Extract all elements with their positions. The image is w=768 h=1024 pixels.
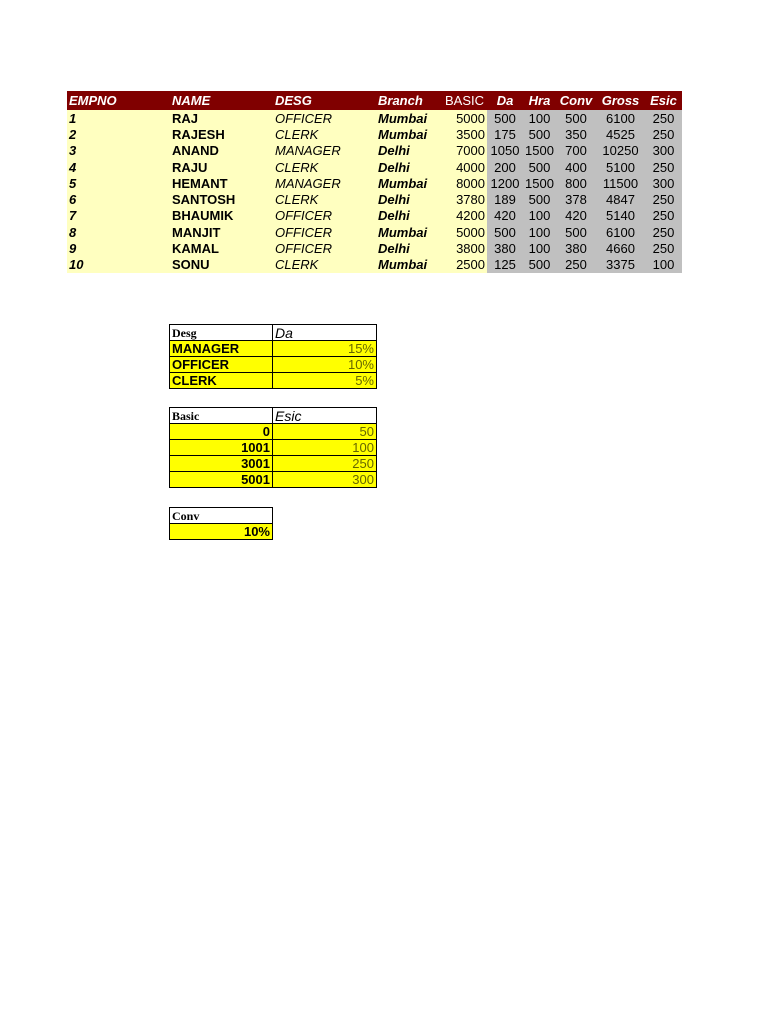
da-lookup-table xyxy=(169,324,377,389)
da-cell[interactable]: 420 xyxy=(487,208,523,224)
desg-cell[interactable]: CLERK xyxy=(273,159,376,175)
da-lookup-rate-cell[interactable]: 10% xyxy=(273,357,377,373)
branch-cell[interactable]: Delhi xyxy=(376,240,442,256)
employee-row xyxy=(67,257,682,273)
empno-cell[interactable]: 3 xyxy=(67,143,170,159)
da-lookup-row xyxy=(170,341,377,357)
basic-cell[interactable]: 8000 xyxy=(442,175,487,191)
da-cell[interactable]: 500 xyxy=(487,224,523,240)
hra-cell[interactable]: 1500 xyxy=(523,143,556,159)
employee-row xyxy=(67,126,682,142)
empno-cell[interactable]: 2 xyxy=(67,126,170,142)
esic-lookup-header-basic[interactable]: Basic xyxy=(170,408,273,424)
desg-cell[interactable]: OFFICER xyxy=(273,208,376,224)
name-cell[interactable]: HEMANT xyxy=(170,175,273,191)
desg-cell[interactable]: OFFICER xyxy=(273,110,376,126)
da-cell[interactable]: 189 xyxy=(487,191,523,207)
empno-cell[interactable]: 7 xyxy=(67,208,170,224)
desg-cell[interactable]: CLERK xyxy=(273,191,376,207)
name-cell[interactable]: RAJ xyxy=(170,110,273,126)
conv-cell[interactable]: 500 xyxy=(556,224,596,240)
esic-cell[interactable]: 300 xyxy=(645,143,682,159)
esic-lookup-basic-cell[interactable]: 5001 xyxy=(170,472,273,488)
hra-cell[interactable]: 100 xyxy=(523,110,556,126)
desg-cell[interactable]: OFFICER xyxy=(273,240,376,256)
da-lookup-desg-cell[interactable]: CLERK xyxy=(170,373,273,389)
gross-cell[interactable]: 3375 xyxy=(596,257,645,273)
conv-lookup-header[interactable]: Conv xyxy=(170,508,273,524)
branch-cell[interactable]: Delhi xyxy=(376,191,442,207)
header-branch[interactable]: Branch xyxy=(376,91,442,110)
basic-cell[interactable]: 3800 xyxy=(442,240,487,256)
da-lookup-row xyxy=(170,373,377,389)
header-da[interactable]: Da xyxy=(487,91,523,110)
employee-row xyxy=(67,208,682,224)
empno-cell[interactable]: 9 xyxy=(67,240,170,256)
hra-cell[interactable]: 100 xyxy=(523,224,556,240)
name-cell[interactable]: BHAUMIK xyxy=(170,208,273,224)
name-cell[interactable]: MANJIT xyxy=(170,224,273,240)
name-cell[interactable]: SONU xyxy=(170,257,273,273)
hra-cell[interactable]: 1500 xyxy=(523,175,556,191)
employee-table xyxy=(67,91,682,273)
esic-cell[interactable]: 250 xyxy=(645,159,682,175)
da-cell[interactable]: 175 xyxy=(487,126,523,142)
empno-cell[interactable]: 5 xyxy=(67,175,170,191)
esic-cell[interactable]: 250 xyxy=(645,224,682,240)
esic-lookup-table xyxy=(169,407,377,488)
da-cell[interactable]: 1050 xyxy=(487,143,523,159)
empno-cell[interactable]: 10 xyxy=(67,257,170,273)
conv-lookup-rate-cell[interactable]: 10% xyxy=(170,524,273,540)
esic-lookup-row xyxy=(170,472,377,488)
conv-cell[interactable]: 700 xyxy=(556,143,596,159)
employee-row xyxy=(67,240,682,256)
branch-cell[interactable]: Mumbai xyxy=(376,110,442,126)
employee-row xyxy=(67,143,682,159)
employee-row xyxy=(67,175,682,191)
esic-lookup-basic-cell[interactable]: 3001 xyxy=(170,456,273,472)
da-lookup-header-desg[interactable]: Desg xyxy=(170,325,273,341)
gross-cell[interactable]: 4660 xyxy=(596,240,645,256)
employee-table-body xyxy=(67,110,682,273)
employee-header-row xyxy=(67,91,682,110)
basic-cell[interactable]: 4000 xyxy=(442,159,487,175)
header-empno[interactable]: EMPNO xyxy=(67,91,170,110)
esic-lookup-amount-cell[interactable]: 250 xyxy=(273,456,377,472)
esic-cell[interactable]: 250 xyxy=(645,240,682,256)
conv-cell[interactable]: 800 xyxy=(556,175,596,191)
header-conv[interactable]: Conv xyxy=(556,91,596,110)
esic-lookup-amount-cell[interactable]: 100 xyxy=(273,440,377,456)
basic-cell[interactable]: 2500 xyxy=(442,257,487,273)
name-cell[interactable]: ANAND xyxy=(170,143,273,159)
esic-lookup-amount-cell[interactable]: 50 xyxy=(273,424,377,440)
name-cell[interactable]: RAJESH xyxy=(170,126,273,142)
basic-cell[interactable]: 7000 xyxy=(442,143,487,159)
hra-cell[interactable]: 500 xyxy=(523,159,556,175)
esic-cell[interactable]: 300 xyxy=(645,175,682,191)
gross-cell[interactable]: 6100 xyxy=(596,110,645,126)
basic-cell[interactable]: 3780 xyxy=(442,191,487,207)
esic-lookup-amount-cell[interactable]: 300 xyxy=(273,472,377,488)
hra-cell[interactable]: 100 xyxy=(523,240,556,256)
da-cell[interactable]: 1200 xyxy=(487,175,523,191)
esic-lookup-basic-cell[interactable]: 1001 xyxy=(170,440,273,456)
gross-cell[interactable]: 4847 xyxy=(596,191,645,207)
conv-cell[interactable]: 400 xyxy=(556,159,596,175)
empno-cell[interactable]: 4 xyxy=(67,159,170,175)
branch-cell[interactable]: Mumbai xyxy=(376,126,442,142)
basic-cell[interactable]: 4200 xyxy=(442,208,487,224)
conv-cell[interactable]: 250 xyxy=(556,257,596,273)
esic-cell[interactable]: 250 xyxy=(645,126,682,142)
header-name[interactable]: NAME xyxy=(170,91,273,110)
header-desg[interactable]: DESG xyxy=(273,91,376,110)
branch-cell[interactable]: Mumbai xyxy=(376,175,442,191)
basic-cell[interactable]: 5000 xyxy=(442,224,487,240)
name-cell[interactable]: RAJU xyxy=(170,159,273,175)
gross-cell[interactable]: 4525 xyxy=(596,126,645,142)
esic-cell[interactable]: 100 xyxy=(645,257,682,273)
gross-cell[interactable]: 11500 xyxy=(596,175,645,191)
desg-cell[interactable]: MANAGER xyxy=(273,143,376,159)
conv-lookup-row xyxy=(170,524,273,540)
esic-cell[interactable]: 250 xyxy=(645,110,682,126)
conv-cell[interactable]: 500 xyxy=(556,110,596,126)
gross-cell[interactable]: 10250 xyxy=(596,143,645,159)
header-gross[interactable]: Gross xyxy=(596,91,645,110)
esic-lookup-row xyxy=(170,456,377,472)
desg-cell[interactable]: CLERK xyxy=(273,126,376,142)
desg-cell[interactable]: CLERK xyxy=(273,257,376,273)
esic-lookup-row xyxy=(170,440,377,456)
conv-cell[interactable]: 378 xyxy=(556,191,596,207)
esic-lookup-basic-cell[interactable]: 0 xyxy=(170,424,273,440)
desg-cell[interactable]: MANAGER xyxy=(273,175,376,191)
esic-lookup-header-esic[interactable]: Esic xyxy=(273,408,377,424)
da-lookup-desg-cell[interactable]: MANAGER xyxy=(170,341,273,357)
basic-cell[interactable]: 5000 xyxy=(442,110,487,126)
employee-row xyxy=(67,224,682,240)
esic-lookup-header-row xyxy=(170,408,377,424)
employee-row xyxy=(67,191,682,207)
gross-cell[interactable]: 6100 xyxy=(596,224,645,240)
branch-cell[interactable]: Mumbai xyxy=(376,257,442,273)
branch-cell[interactable]: Delhi xyxy=(376,143,442,159)
branch-cell[interactable]: Delhi xyxy=(376,159,442,175)
employee-row xyxy=(67,110,682,126)
esic-cell[interactable]: 250 xyxy=(645,191,682,207)
esic-lookup-row xyxy=(170,424,377,440)
empno-cell[interactable]: 1 xyxy=(67,110,170,126)
da-lookup-header-da[interactable]: Da xyxy=(273,325,377,341)
branch-cell[interactable]: Delhi xyxy=(376,208,442,224)
da-cell[interactable]: 125 xyxy=(487,257,523,273)
name-cell[interactable]: SANTOSH xyxy=(170,191,273,207)
gross-cell[interactable]: 5140 xyxy=(596,208,645,224)
header-hra[interactable]: Hra xyxy=(523,91,556,110)
conv-lookup-table xyxy=(169,507,273,540)
hra-cell[interactable]: 500 xyxy=(523,191,556,207)
da-cell[interactable]: 380 xyxy=(487,240,523,256)
da-cell[interactable]: 200 xyxy=(487,159,523,175)
esic-cell[interactable]: 250 xyxy=(645,208,682,224)
da-lookup-row xyxy=(170,357,377,373)
conv-cell[interactable]: 420 xyxy=(556,208,596,224)
conv-cell[interactable]: 380 xyxy=(556,240,596,256)
employee-row xyxy=(67,159,682,175)
hra-cell[interactable]: 500 xyxy=(523,126,556,142)
empno-cell[interactable]: 8 xyxy=(67,224,170,240)
branch-cell[interactable]: Mumbai xyxy=(376,224,442,240)
hra-cell[interactable]: 500 xyxy=(523,257,556,273)
basic-cell[interactable]: 3500 xyxy=(442,126,487,142)
empno-cell[interactable]: 6 xyxy=(67,191,170,207)
hra-cell[interactable]: 100 xyxy=(523,208,556,224)
header-esic[interactable]: Esic xyxy=(645,91,682,110)
header-basic[interactable]: BASIC xyxy=(442,91,487,110)
conv-lookup-header-row xyxy=(170,508,273,524)
desg-cell[interactable]: OFFICER xyxy=(273,224,376,240)
gross-cell[interactable]: 5100 xyxy=(596,159,645,175)
da-cell[interactable]: 500 xyxy=(487,110,523,126)
da-lookup-rate-cell[interactable]: 15% xyxy=(273,341,377,357)
name-cell[interactable]: KAMAL xyxy=(170,240,273,256)
da-lookup-rate-cell[interactable]: 5% xyxy=(273,373,377,389)
da-lookup-desg-cell[interactable]: OFFICER xyxy=(170,357,273,373)
da-lookup-header-row xyxy=(170,325,377,341)
conv-cell[interactable]: 350 xyxy=(556,126,596,142)
